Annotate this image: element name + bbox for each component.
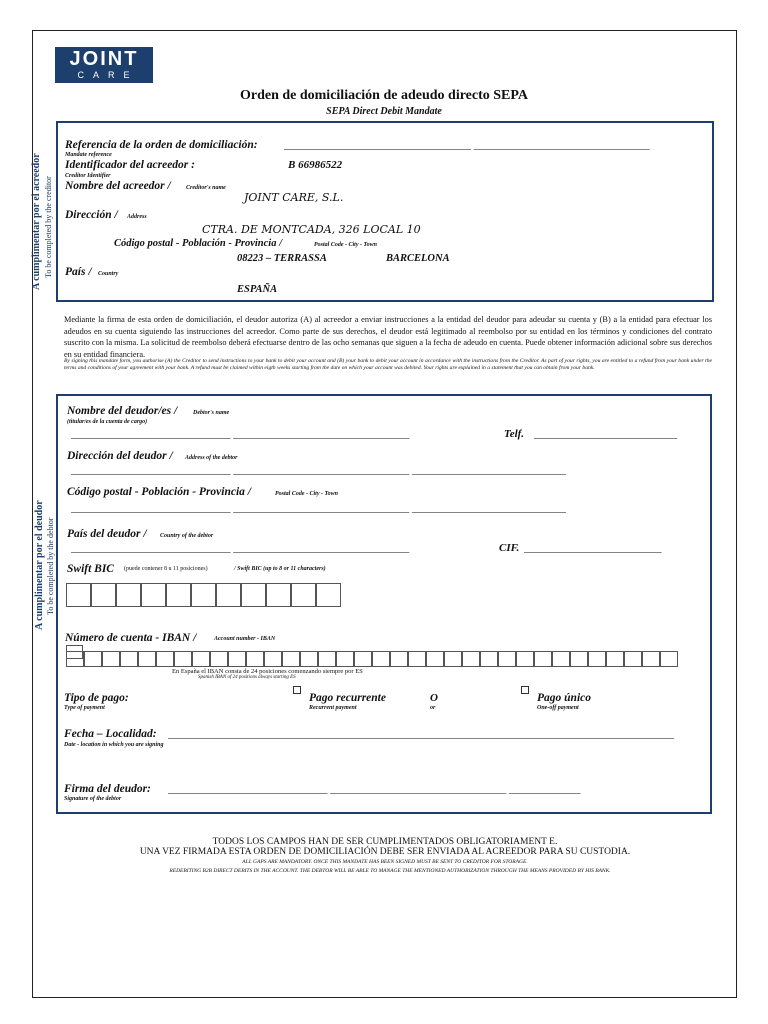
creditor-country-label: País / (65, 266, 92, 278)
debtor-postal-en: Postal Code - City - Town (275, 491, 338, 497)
debtor-country-en: Country of the debtor (160, 533, 214, 539)
joint-care-logo (55, 47, 153, 83)
oneoff-checkbox[interactable] (521, 686, 529, 694)
cif-label: CIF. (499, 542, 520, 554)
page-subtitle: SEPA Direct Debit Mandate (326, 106, 442, 117)
iban-cell[interactable] (66, 651, 84, 667)
debtor-side-label: A cumplimentar por el deudor (34, 500, 45, 630)
bic-cell[interactable] (241, 583, 266, 607)
payment-type-label: Tipo de pago: (64, 692, 129, 704)
creditor-address-en: Address (127, 214, 147, 220)
iban-cell[interactable] (444, 651, 462, 667)
iban-note-en: Spanish IBAN of 24 positions always starting ES (198, 675, 296, 680)
logo-line2: CARE (77, 70, 139, 80)
creditor-name-label: Nombre del acreedor / (65, 180, 171, 192)
iban-cell[interactable] (570, 651, 588, 667)
debtor-address-field[interactable]: _____________________________ ________________________________ ____________________________ (71, 464, 566, 476)
creditor-postal-en: Postal Code - City - Town (314, 242, 377, 248)
iban-cell[interactable] (660, 651, 678, 667)
iban-cell[interactable] (462, 651, 480, 667)
iban-cell[interactable] (102, 651, 120, 667)
iban-cell[interactable] (264, 651, 282, 667)
creditor-postal-value: 08223 – TERRASSA (237, 253, 327, 264)
creditor-side-label-en: To be completed by the creditor (44, 176, 53, 278)
footer-line1: TODOS LOS CAMPOS HAN DE SER CUMPLIMENTADOS OBLIGATORIAMENT E. (212, 837, 558, 847)
debtor-side-label-en: To be completed by the debtor (46, 517, 55, 615)
iban-cell[interactable] (336, 651, 354, 667)
iban-cell[interactable] (408, 651, 426, 667)
iban-cell[interactable] (138, 651, 156, 667)
legal-text-es: Mediante la firma de esta orden de domiciliación, el deudor autoriza (A) al acreedor a enviar instrucciones a la entidad del deudor para adeudar su cuenta y (B) a la entidad para efectuar los adeudos en su cuenta siguiendo las instrucciones del acreedor. Como parte de sus derechos, el deudor está legitimado al reembolso por su entidad en los términos y condiciones del contrato suscrito con la misma. La solicitud de reembolso deberá efectuarse dentro de las ocho semanas que siguen a la fecha de adeudo en cuenta. Puede obtener información adicional sobre sus derechos en su entidad financiera. (64, 315, 712, 359)
creditor-id-label: Identificador del acreedor : (65, 159, 195, 171)
creditor-id-value: B 66986522 (288, 159, 343, 171)
bic-cell[interactable] (191, 583, 216, 607)
iban-cell[interactable] (192, 651, 210, 667)
creditor-city-value: BARCELONA (386, 253, 450, 264)
creditor-name-value: JOINT CARE, S.L. (244, 191, 344, 204)
iban-cell[interactable] (210, 651, 228, 667)
bic-cell[interactable] (166, 583, 191, 607)
debtor-postal-label: Código postal - Población - Provincia / (67, 486, 251, 498)
creditor-address-value: CTRA. DE MONTCADA, 326 LOCAL 10 (202, 223, 421, 236)
iban-en: Account number - IBAN (214, 636, 276, 642)
bic-en-note: / Swift BIC (up to 8 or 11 characters) (234, 566, 326, 572)
iban-cell[interactable] (300, 651, 318, 667)
iban-cell[interactable] (318, 651, 336, 667)
iban-cell[interactable] (642, 651, 660, 667)
creditor-address-label: Dirección / (65, 209, 118, 221)
footer-line2: UNA VEZ FIRMADA ESTA ORDEN DE DOMICILIACIÓN DEBE SER ENVIADA AL ACREEDOR PARA SU CUSTODIA. (139, 847, 631, 857)
footer-line4: REDEBITING B2B DIRECT DEBITS IN THE ACCOUNT. THE DEBTOR WILL BE ABLE TO MANAGE THE MENTIONED AUTHORIZATION THROUGH THE MEANS PROVIDED BY HIS BANK. (169, 868, 611, 874)
oneoff-label: Pago único (537, 692, 591, 704)
iban-cell[interactable] (228, 651, 246, 667)
page-title: Orden de domiciliación de adeudo directo SEPA (239, 88, 529, 103)
debtor-country-field[interactable]: _____________________________ ________________________________ (71, 542, 410, 554)
bic-cell[interactable] (266, 583, 291, 607)
debtor-name-field[interactable]: _____________________________ ________________________________ (71, 428, 410, 440)
debtor-name-sub: (titular/es de la cuenta de cargo) (67, 419, 148, 425)
date-location-label: Fecha – Localidad: (64, 728, 157, 740)
iban-cell[interactable] (84, 651, 102, 667)
bic-cell[interactable] (291, 583, 316, 607)
iban-note-es: En España el IBAN consta de 24 posiciones comenzando siempre por ES (172, 668, 363, 675)
creditor-country-value: ESPAÑA (237, 284, 278, 295)
or-en: or (430, 705, 436, 711)
iban-cell[interactable] (498, 651, 516, 667)
bic-cell[interactable] (116, 583, 141, 607)
bic-cell[interactable] (91, 583, 116, 607)
iban-cell[interactable] (246, 651, 264, 667)
iban-cell[interactable] (156, 651, 174, 667)
signature-en: Signature of the debtor (64, 796, 122, 802)
creditor-country-en: Country (98, 271, 119, 277)
iban-cell[interactable] (282, 651, 300, 667)
telf-field[interactable]: __________________________ (534, 428, 677, 440)
debtor-country-label: País del deudor / (67, 528, 147, 540)
creditor-side-label: A cumplimentar por el acreedor (31, 153, 42, 290)
payment-type-en: Type of payment (64, 705, 105, 711)
date-location-field[interactable]: ____________________________________________________________________________________________ (168, 728, 674, 740)
creditor-name-en: Creditor's name (186, 185, 226, 191)
mandate-ref-line[interactable]: __________________________________ ________________________________ (284, 139, 650, 151)
creditor-id-en: Creditor Identifier (65, 173, 111, 179)
iban-cell[interactable] (120, 651, 138, 667)
recurring-checkbox[interactable] (293, 686, 301, 694)
iban-cell[interactable] (372, 651, 390, 667)
mandate-ref-en: Mandate reference (65, 152, 112, 158)
bic-label: Swift BIC (67, 563, 114, 575)
cif-field[interactable]: _________________________ (524, 542, 662, 554)
debtor-postal-field[interactable]: _____________________________ ________________________________ ____________________________ (71, 502, 566, 514)
iban-cell[interactable] (552, 651, 570, 667)
legal-text-en: By signing this mandate form, you authorise (A) the Creditor to send instructions to your bank to debit your account and (B) your bank to debit your account in accordance with the instructions from the Creditor. As part of your rights, you are entitled to a refund from your bank under the terms and conditions of your agreement with your bank. A refund must be claimed within eigth weeks starting from the date on which your account was debited. Your rights are explained in a statement that you can obtain from your bank. (64, 358, 712, 371)
bic-cell[interactable] (66, 583, 91, 607)
mandate-ref-label: Referencia de la orden de domiciliación: (65, 139, 258, 151)
iban-cell[interactable] (480, 651, 498, 667)
iban-cell[interactable] (534, 651, 552, 667)
signature-label: Firma del deudor: (64, 783, 151, 795)
iban-cell[interactable] (354, 651, 372, 667)
iban-label: Número de cuenta - IBAN / (65, 632, 197, 644)
iban-cell[interactable] (516, 651, 534, 667)
iban-cell[interactable] (606, 651, 624, 667)
oneoff-en: One-off payment (537, 705, 579, 711)
debtor-address-label: Dirección del deudor / (67, 450, 173, 462)
bic-cell[interactable] (141, 583, 166, 607)
date-location-en: Date - location in which you are signing (64, 742, 164, 748)
iban-cell[interactable] (588, 651, 606, 667)
debtor-name-label: Nombre del deudor/es / (67, 405, 178, 417)
iban-cell[interactable] (174, 651, 192, 667)
iban-cell[interactable] (390, 651, 408, 667)
recurring-label: Pago recurrente (309, 692, 386, 704)
recurring-en: Recurrent payment (309, 705, 357, 711)
bic-cell[interactable] (216, 583, 241, 607)
bic-cells[interactable] (66, 583, 341, 607)
telf-label: Telf. (504, 428, 525, 440)
creditor-postal-label: Código postal - Población - Provincia / (114, 238, 282, 249)
signature-field[interactable]: _____________________________ ________________________________ _____________ (168, 783, 581, 795)
iban-cell[interactable] (624, 651, 642, 667)
or-label: O (430, 692, 438, 704)
debtor-name-en: Debtor's name (193, 410, 230, 416)
iban-cell[interactable] (426, 651, 444, 667)
bic-cell[interactable] (316, 583, 341, 607)
debtor-address-en: Address of the debtor (185, 455, 238, 461)
footer-line3: ALL GAPS ARE MANDATORY. ONCE THIS MANDATE HAS BEEN SIGNED MUST BE SENT TO CREDITOR FOR STORAGE. (242, 859, 528, 865)
bic-es-note: (puede contener 8 u 11 posiciones) (124, 566, 208, 572)
logo-line1: JOINT (69, 48, 139, 70)
iban-cells[interactable] (66, 651, 678, 667)
